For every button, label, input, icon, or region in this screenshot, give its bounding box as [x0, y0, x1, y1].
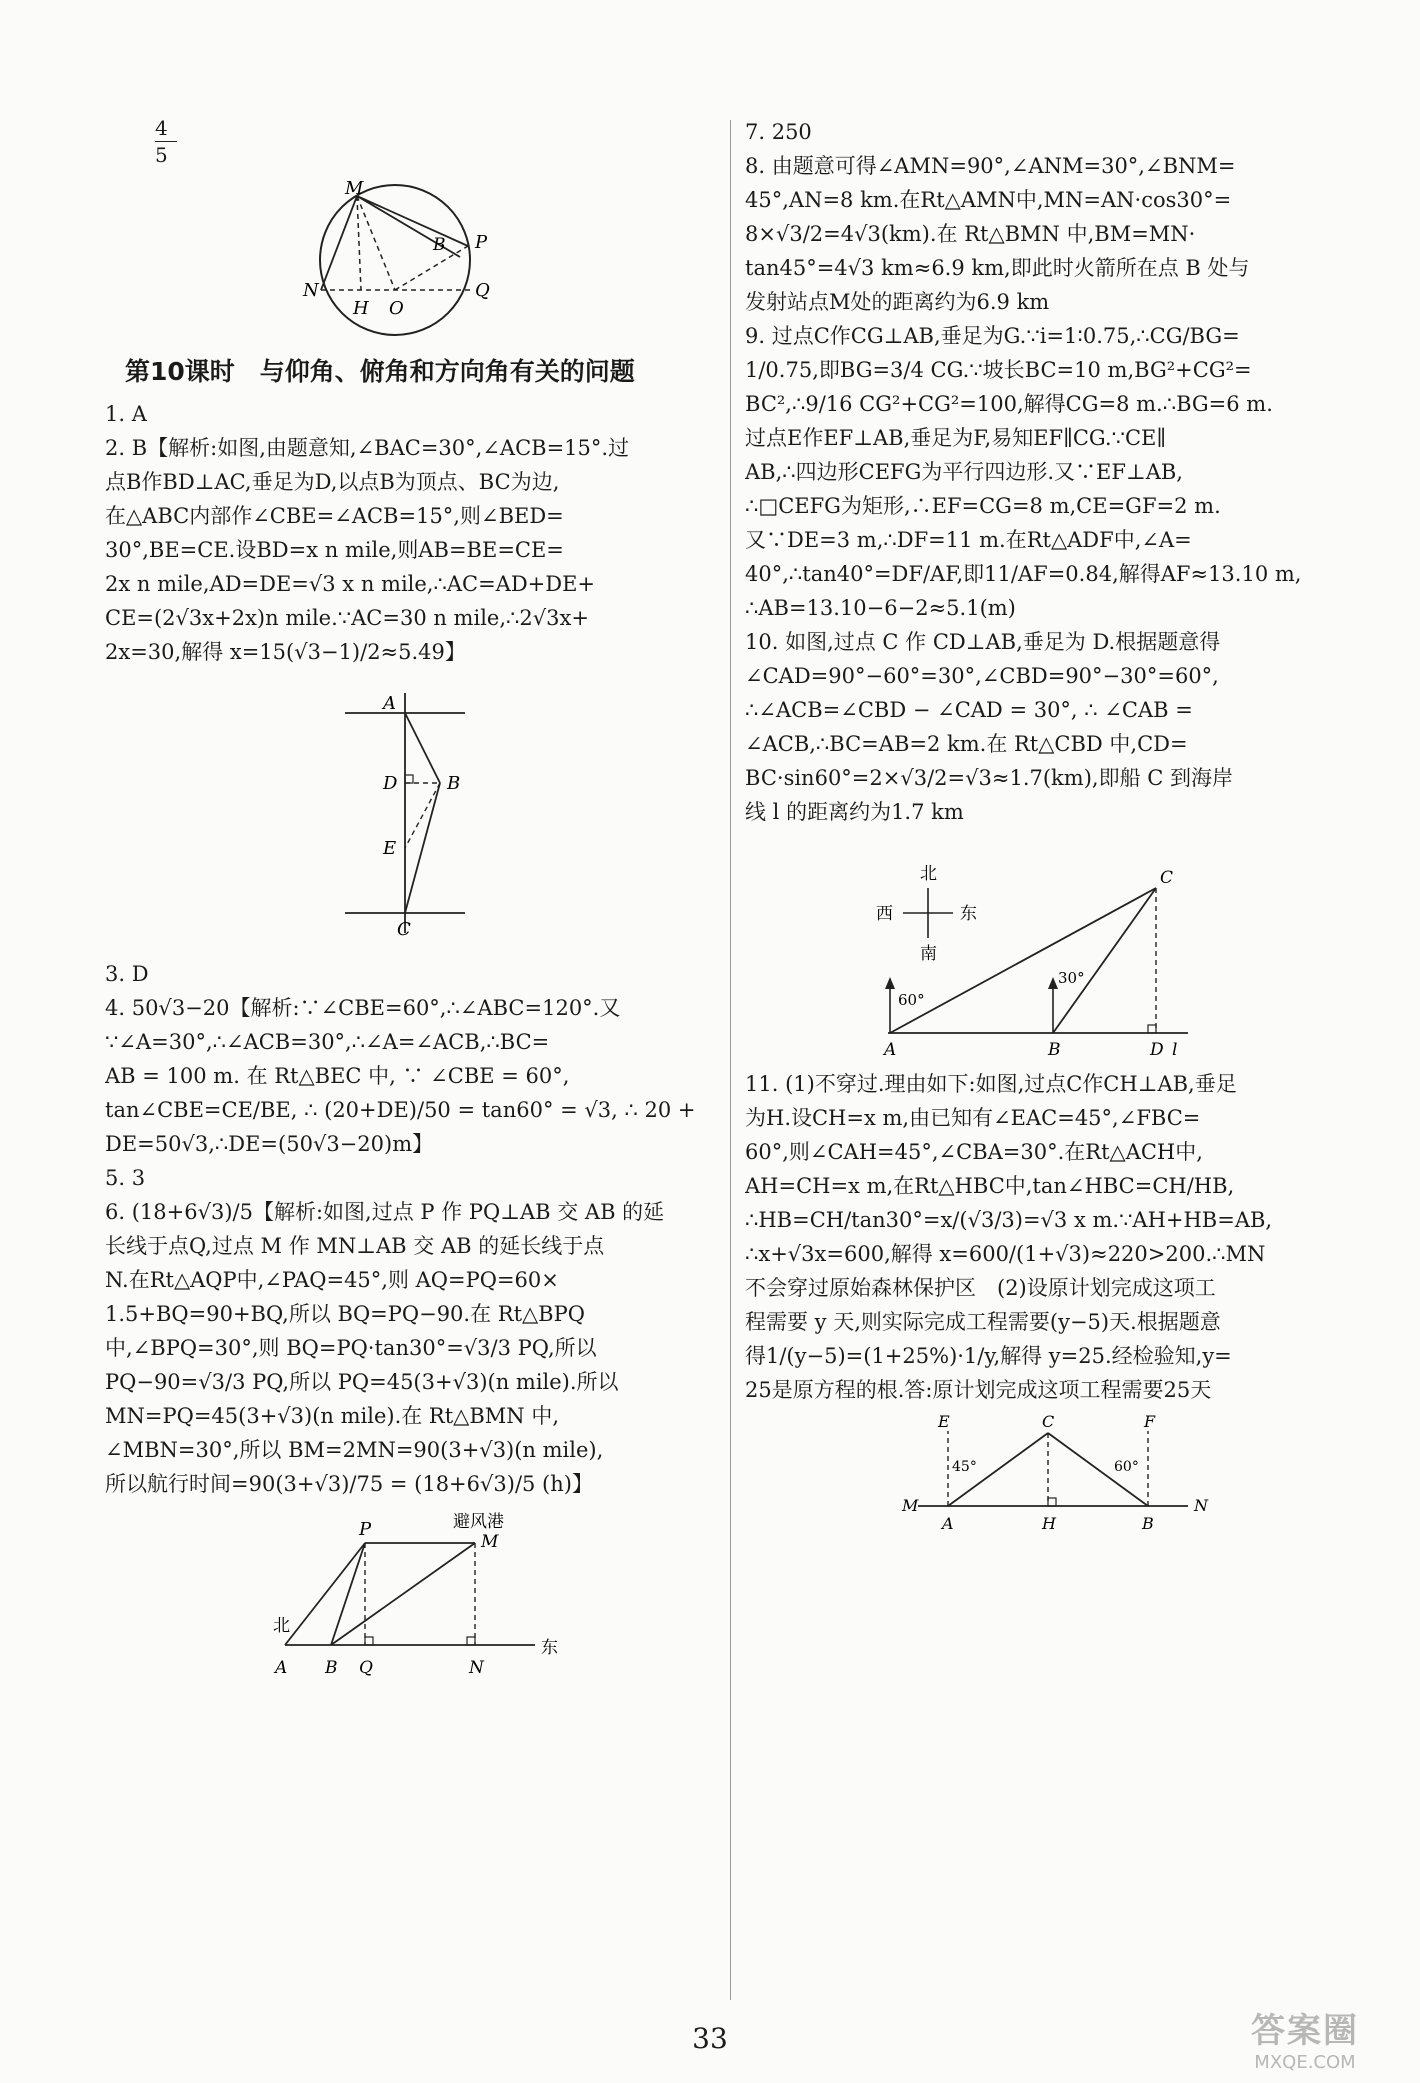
circle-label-N: N	[303, 280, 319, 301]
answer-8-line: 45°,AN=8 km.在Rt△AMN中,MN=AN·cos30°=	[745, 188, 1232, 212]
fig11-label-E: E	[937, 1412, 950, 1431]
answer-6-line: 1.5+BQ=90+BQ,所以 BQ=PQ−90.在 Rt△BPQ	[105, 1302, 585, 1326]
circle-figure	[265, 172, 565, 347]
watermark-logo: 答案圈	[1251, 2011, 1359, 2051]
fraction-denominator: 5	[155, 143, 168, 167]
column-divider	[730, 120, 731, 2000]
fig10-label-l: l	[1171, 1040, 1177, 1060]
fig6-label-A: A	[275, 1658, 288, 1678]
fig2-label-E: E	[383, 838, 397, 859]
answer-10-line: 10. 如图,过点 C 作 CD⊥AB,垂足为 D.根据题意得	[745, 630, 1221, 654]
fig10-label-east: 东	[959, 904, 977, 924]
answer-11-line: AH=CH=x m,在Rt△HBC中,tan∠HBC=CH/HB,	[745, 1174, 1235, 1198]
answer-2-line: 30°,BE=CE.设BD=x n mile,则AB=BE=CE=	[105, 538, 564, 562]
answer-2-line: CE=(2√3x+2x)n mile.∵AC=30 n mile,∴2√3x+	[105, 606, 589, 630]
page-number: 33	[692, 2022, 728, 2055]
answer-6-line: 所以航行时间=90(3+√3)/75 = (18+6√3)/5 (h)】	[105, 1472, 593, 1496]
answer-9-line: 9. 过点C作CG⊥AB,垂足为G.∵i=1∶0.75,∴CG/BG=	[745, 324, 1240, 348]
answer-4-line: 4. 50√3−20【解析:∵∠CBE=60°,∴∠ABC=120°.又	[105, 996, 621, 1020]
answer-11-line: 为H.设CH=x m,由已知有∠EAC=45°,∠FBC=	[745, 1106, 1201, 1130]
fig10-label-north: 北	[919, 864, 937, 884]
answer-8-line: 发射站点M处的距离约为6.9 km	[745, 290, 1050, 314]
answer-8-line: 8×√3/2=4√3(km).在 Rt△BMN 中,BM=MN·	[745, 222, 1196, 246]
answer-2-line: 2. B【解析:如图,由题意知,∠BAC=30°,∠ACB=15°.过	[105, 436, 630, 460]
answer-6-line: ∠MBN=30°,所以 BM=2MN=90(3+√3)(n mile),	[105, 1438, 604, 1462]
left-column	[105, 115, 725, 1709]
answer-9-line: 过点E作EF⊥AB,垂足为F,易知EF∥CG.∵CE∥	[745, 426, 1167, 450]
figure-2	[265, 673, 565, 953]
answer-1: 1. A	[105, 402, 147, 426]
answer-2-line: 在△ABC内部作∠CBE=∠ACB=15°,则∠BED=	[105, 504, 564, 528]
fig2-label-C: C	[397, 919, 411, 940]
answer-4-line: AB = 100 m. 在 Rt△BEC 中, ∵ ∠CBE = 60°,	[105, 1064, 570, 1088]
answer-6-line: 中,∠BPQ=30°,则 BQ=PQ·tan30°=√3/3 PQ,所以	[105, 1336, 597, 1360]
answer-11-line: 60°,则∠CAH=45°,∠CBA=30°.在Rt△ACH中,	[745, 1140, 1203, 1164]
answer-4-line: DE=50√3,∴DE=(50√3−20)m】	[105, 1132, 434, 1156]
answer-2-line: 2x=30,解得 x=15(√3−1)/2≈5.49】	[105, 640, 466, 664]
circle-label-B: B	[433, 235, 446, 255]
answer-6-line: 6. (18+6√3)/5【解析:如图,过点 P 作 PQ⊥AB 交 AB 的延	[105, 1200, 665, 1224]
answer-10-line: ∠ACB,∴BC=AB=2 km.在 Rt△CBD 中,CD=	[745, 732, 1188, 756]
figure-11	[888, 1411, 1228, 1541]
answer-10-line: 线 l 的距离约为1.7 km	[745, 800, 964, 824]
section-title: 第10课时 与仰角、俯角和方向角有关的问题	[125, 357, 635, 386]
answer-6-line: MN=PQ=45(3+√3)(n mile).在 Rt△BMN 中,	[105, 1404, 559, 1428]
circle-label-H: H	[353, 298, 369, 319]
answer-8-line: 8. 由题意可得∠AMN=90°,∠ANM=30°,∠BNM=	[745, 154, 1236, 178]
circle-label-M: M	[345, 178, 364, 199]
fig6-label-Q: Q	[359, 1658, 373, 1678]
fig11-label-A: A	[941, 1514, 954, 1533]
fig6-label-B: B	[325, 1658, 338, 1678]
fig11-label-M: M	[901, 1496, 918, 1515]
fig6-label-east: 东	[541, 1638, 558, 1658]
answer-11-line: 11. (1)不穿过.理由如下:如图,过点C作CH⊥AB,垂足	[745, 1072, 1237, 1096]
answer-10-line: BC·sin60°=2×√3/2=√3≈1.7(km),即船 C 到海岸	[745, 766, 1233, 790]
fig11-label-H: H	[1041, 1514, 1056, 1533]
watermark-url: MXQE.COM	[1254, 2052, 1356, 2073]
answer-9-line: 又∵DE=3 m,∴DF=11 m.在Rt△ADF中,∠A=	[745, 528, 1192, 552]
answer-11-line: ∴x+√3x=600,解得 x=600/(1+√3)≈220>200.∴MN	[745, 1242, 1266, 1266]
answer-6-line: 长线于点Q,过点 M 作 MN⊥AB 交 AB 的延长线于点	[105, 1234, 605, 1258]
fig2-label-D: D	[383, 773, 398, 794]
fig2-label-A: A	[383, 693, 396, 714]
answer-9-line: ∴□CEFG为矩形,∴EF=CG=8 m,CE=GF=2 m.	[745, 494, 1221, 518]
answer-6-line: N.在Rt△AQP中,∠PAQ=45°,则 AQ=PQ=60×	[105, 1268, 559, 1292]
fig10-label-D: D	[1149, 1040, 1164, 1060]
answer-11-line: 不会穿过原始森林保护区 (2)设原计划完成这项工	[745, 1276, 1216, 1300]
fig10-angle-30: 30°	[1057, 969, 1085, 987]
answer-2-line: 点B作BD⊥AC,垂足为D,以点B为顶点、BC为边,	[105, 470, 560, 494]
circle-label-O: O	[389, 298, 404, 319]
fig6-label-north: 北	[273, 1616, 290, 1636]
answer-6-line: PQ−90=√3/3 PQ,所以 PQ=45(3+√3)(n mile).所以	[105, 1370, 619, 1394]
answer-9-line: 40°,∴tan40°=DF/AF,即11/AF=0.84,解得AF≈13.10 m,	[745, 562, 1302, 586]
fig10-label-west: 西	[875, 904, 893, 924]
fig11-label-C: C	[1041, 1412, 1054, 1431]
figure-6	[245, 1505, 585, 1705]
fig11-label-N: N	[1193, 1496, 1208, 1515]
answer-2-line: 2x n mile,AD=DE=√3 x n mile,∴AC=AD+DE+	[105, 572, 596, 596]
fraction-numerator: 4	[155, 116, 168, 140]
circle-label-Q: Q	[475, 280, 490, 301]
fig6-label-harbor: 避风港	[453, 1512, 504, 1532]
fig10-label-B: B	[1047, 1040, 1060, 1060]
answer-10-line: ∠CAD=90°−60°=30°,∠CBD=90°−30°=60°,	[745, 664, 1219, 688]
fig6-label-N: N	[469, 1658, 484, 1678]
answer-9-line: BC²,∴9/16 CG²+CG²=100,解得CG=8 m.∴BG=6 m.	[745, 392, 1273, 416]
fig6-label-P: P	[359, 1519, 372, 1540]
answer-9-line: 1/0.75,即BG=3/4 CG.∵坡长BC=10 m,BG²+CG²=	[745, 358, 1252, 382]
answer-4-line: ∵∠A=30°,∴∠ACB=30°,∴∠A=∠ACB,∴BC=	[105, 1030, 550, 1054]
answer-7: 7. 250	[745, 120, 812, 144]
answer-11-line: 得1/(y−5)=(1+25%)·1/y,解得 y=25.经检验知,y=	[745, 1344, 1232, 1368]
answer-5: 5. 3	[105, 1166, 146, 1190]
fig11-angle-60: 60°	[1113, 1459, 1139, 1475]
answer-8-line: tan45°=4√3 km≈6.9 km,即此时火箭所在点 B 处与	[745, 256, 1250, 280]
fig10-label-C: C	[1159, 868, 1173, 888]
answer-11-line: 程需要 y 天,则实际完成工程需要(y−5)天.根据题意	[745, 1310, 1221, 1334]
watermark	[1215, 2003, 1395, 2073]
fig6-label-M: M	[481, 1532, 499, 1552]
answer-9-line: ∴AB=13.10−6−2≈5.1(m)	[745, 596, 1016, 620]
answer-11-line: 25是原方程的根.答:原计划完成这项工程需要25天	[745, 1378, 1212, 1402]
fig11-label-F: F	[1143, 1412, 1155, 1431]
answer-9-line: AB,∴四边形CEFG为平行四边形.又∵EF⊥AB,	[745, 460, 1183, 484]
fig11-label-B: B	[1141, 1514, 1154, 1533]
answer-4-line: tan∠CBE=CE/BE, ∴ (20+DE)/50 = tan60° = √3, ∴ 20 +	[105, 1098, 696, 1122]
answer-3: 3. D	[105, 962, 149, 986]
answer-11-line: ∴HB=CH/tan30°=x/(√3/3)=√3 x m.∵AH+HB=AB,	[745, 1208, 1273, 1232]
fig2-label-B: B	[447, 773, 461, 794]
circle-label-P: P	[475, 232, 488, 253]
fig11-angle-45: 45°	[951, 1459, 977, 1475]
answer-10-line: ∴∠ACB=∠CBD − ∠CAD = 30°, ∴ ∠CAB =	[745, 698, 1193, 722]
fig10-angle-60: 60°	[897, 991, 925, 1009]
fig10-label-south: 南	[919, 944, 937, 964]
right-column	[745, 115, 1370, 1545]
figure-10	[868, 833, 1248, 1063]
fig10-label-A: A	[883, 1040, 896, 1060]
